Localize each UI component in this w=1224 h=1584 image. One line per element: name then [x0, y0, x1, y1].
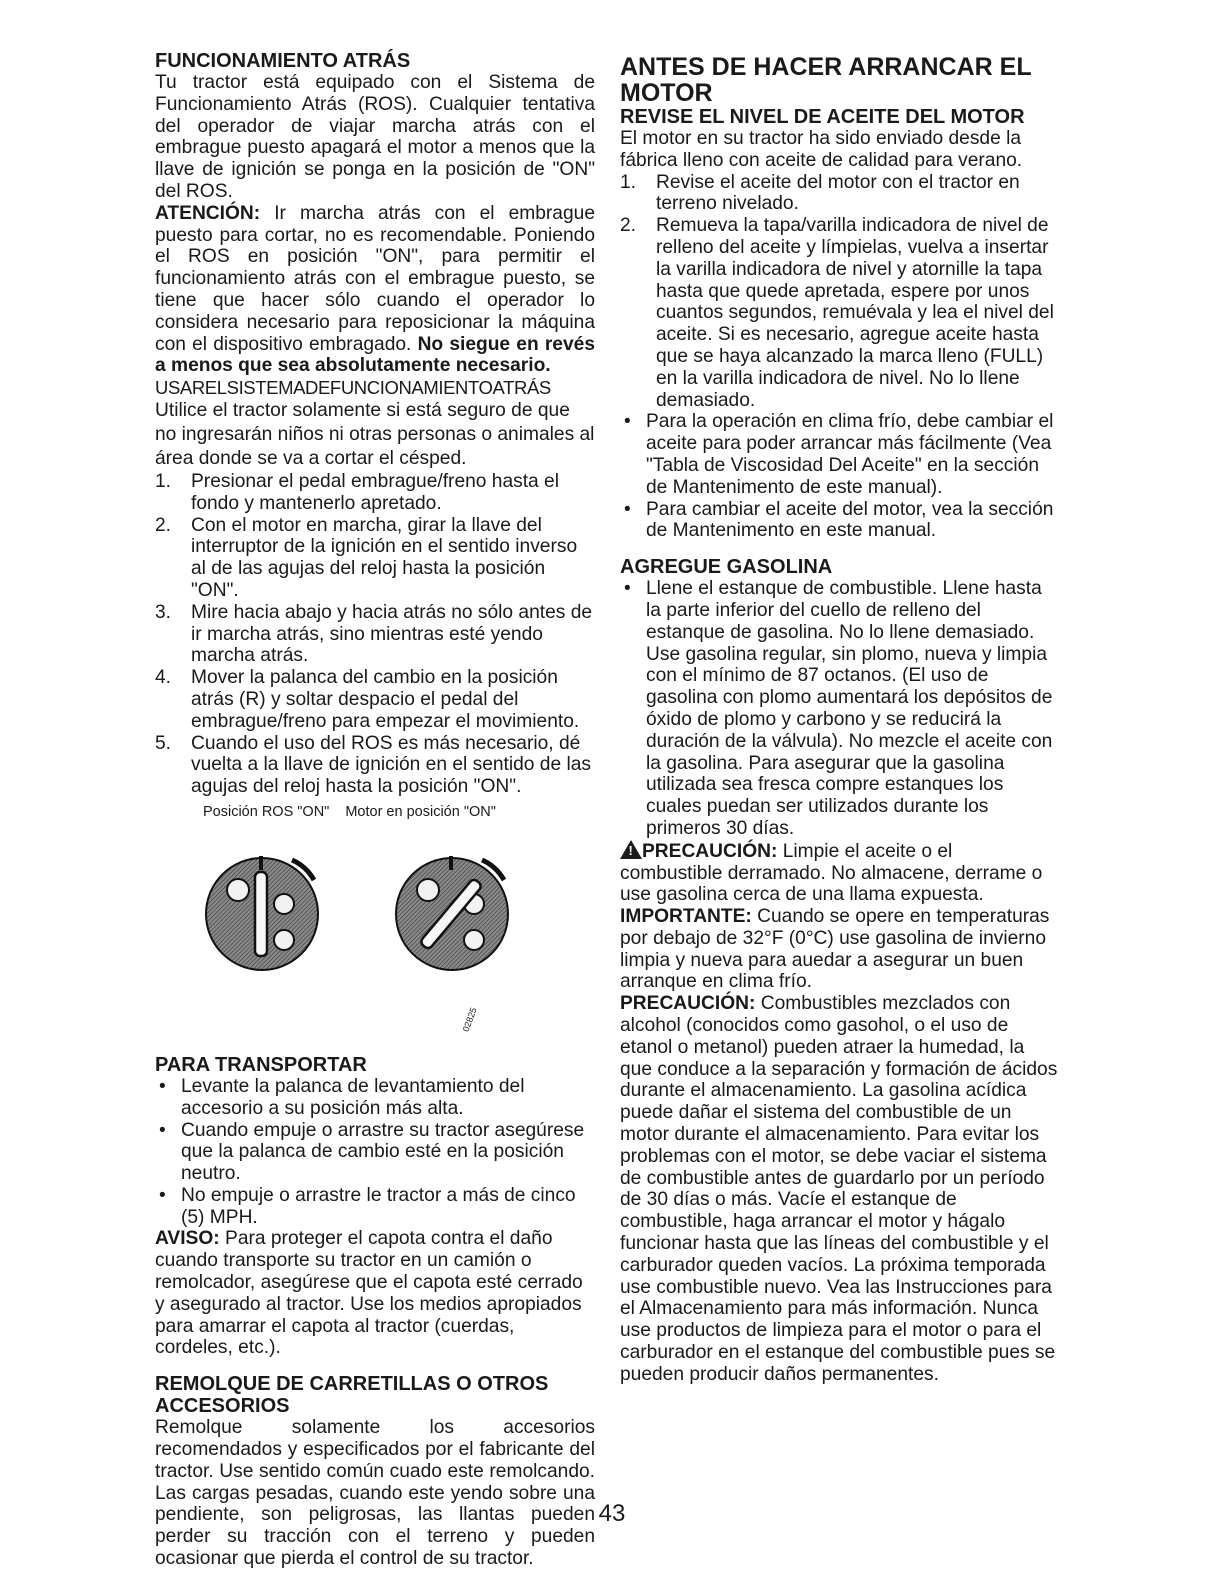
- list-item: • Cuando empuje o arrastre su tractor asegúrese que la palanca de cambio esté en la posición neutro.: [159, 1119, 585, 1185]
- ignition-switch-motor-icon: [390, 848, 515, 973]
- figure-label-motor: Motor en posición "ON": [345, 803, 496, 820]
- main-heading: ANTES DE HACER ARRANCAR EL MOTOR: [620, 53, 1032, 107]
- list-item: 1. Revise el aceite del motor con el tractor en terreno nivelado.: [620, 171, 1020, 215]
- notice-body: Para proteger el capota contra el daño cuando transporte su tractor en un camión o remolcador, asegúrese que el capota esté cerrado y asegurado al tractor. Use los medios apropiados para amarrar el capota al tractor (cuerdas, cordeles, etc.).: [155, 1228, 583, 1359]
- list-item: 5. Cuando el uso del ROS es más necesario, dé vuelta a la llave de ignición en el sentido de las agujas del reloj hasta la posición "ON".: [155, 732, 592, 798]
- transport-heading: PARA TRANSPORTAR: [155, 1053, 367, 1076]
- attention-paragraph: [155, 203, 595, 377]
- list-item: 2. Con el motor en marcha, girar la llave del interruptor de la ignición en el sentido inverso al de las agujas del reloj hasta la posición "ON".: [155, 514, 578, 601]
- list-item: 4. Mover la palanca del cambio en la posición atrás (R) y soltar despacio el pedal del embrague/freno para empezar el movimiento.: [155, 667, 580, 732]
- oil-bullets: [620, 411, 1060, 542]
- towing-heading: REMOLQUE DE CARRETILLAS O OTROS ACCESORIOS: [155, 1373, 549, 1418]
- notice-label: AVISO:: [155, 1228, 220, 1250]
- caution-paragraph-2: [620, 993, 1060, 1385]
- warning-triangle-icon: [620, 840, 642, 859]
- oil-intro: El motor en su tractor ha sido enviado desde la fábrica lleno con aceite de calidad para verano.: [620, 128, 1023, 171]
- important-body: Cuando se opere en temperaturas por debajo de 32°F (0°C) use gasolina de invierno limpia y nueva para auedar a asegurar un buen arranque en clima frío.: [620, 906, 1050, 993]
- list-item: • Para la operación en clima frío, debe cambiar el aceite para poder arrancar más fácilmente (Vea "Tabla de Viscosidad Del Aceite" en la sección de Mantenimento de este manual).: [624, 411, 1054, 498]
- figure-label-ros: Posición ROS "ON": [203, 803, 330, 820]
- fuel-heading: AGREGUE GASOLINA: [620, 556, 833, 579]
- page-number: 43: [598, 1500, 626, 1527]
- use-ros-heading: USARELSISTEMADEFUNCIONAMIENTOATRÁS: [155, 377, 551, 399]
- fuel-bullets: [620, 578, 1060, 840]
- caution1-label: PRECAUCIÓN:: [642, 840, 778, 862]
- oil-heading: REVISE EL NIVEL DE ACEITE DEL MOTOR: [620, 106, 1025, 128]
- use-ros-intro: Utilice el tractor solamente si está seguro de que no ingresarán niños ni otras personas o animales al área donde se va a cortar el césped.: [155, 399, 595, 469]
- attention-label: ATENCIÓN:: [155, 202, 261, 224]
- transport-bullets: [155, 1076, 595, 1229]
- ros-body: Tu tractor está equipado con el Sistema de Funcionamiento Atrás (ROS). Cualquier tentativa del operador de viajar marcha atrás con el embrague puesto apagará el motor a menos que la llave de ignición se ponga en la posición de "ON" del ROS.: [155, 72, 595, 202]
- notice-paragraph: [155, 1228, 595, 1359]
- caution2-body: Combustibles mezclados con alcohol (conocidos como gasohol, o el uso de etanol o metanol) pueden atraer la humedad, la que conduce a la separación y formación de ácidos durante el almacenamiento. La gasolina acídica puede dañar el sistema del combustible de un motor durante el almacenamiento. Para evitar los problemas con el motor, se debe vaciar el sistema de combustible antes de guardarlo por un período de 30 días o más. Vacíe el estanque de combustible, haga arrancar el motor y hágalo funcionar hasta que las líneas del combustible y el carburador queden vacíos. La próxima temporada use combustible nuevo. Vea las Instrucciones para el Almacenamiento para más información. Nunca use productos de limpieza para el motor o para el carburador en el estanque del combustible pues se pueden producir daños permanentes.: [620, 993, 1058, 1385]
- caution-paragraph-1: [620, 840, 1060, 906]
- list-item: • No empuje o arrastre le tractor a más de cinco (5) MPH.: [159, 1184, 576, 1228]
- right-column: [620, 54, 1060, 1386]
- ignition-switch-figure: [155, 804, 595, 1054]
- left-column: [155, 50, 595, 1570]
- list-item: • Llene el estanque de combustible. Llene hasta la parte inferior del cuello de relleno del estanque de gasolina. No lo llene demasiado. Use gasolina regular, sin plomo, nueva y limpia con el mínimo de 87 octanos. (El uso de gasolina con plomo aumentará los depósitos de óxido de plomo y carbono y se reducirá la duración de la válvula). No mezcle el aceite con la gasolina. Para asegurar que la gasolina utilizada sea fresca compre estanques los cuales puedan ser utilizados durante los primeros 30 días.: [624, 578, 1053, 839]
- figure-code: 02825: [460, 1006, 479, 1033]
- caution2-label: PRECAUCIÓN:: [620, 993, 756, 1015]
- ignition-switch-ros-icon: [200, 848, 325, 973]
- ros-heading: FUNCIONAMIENTO ATRÁS: [155, 50, 411, 72]
- list-item: 2. Remueva la tapa/varilla indicadora de nivel de relleno del aceite y límpielas, vuelva a insertar la varilla indicadora de nivel y atornille la tapa hasta que quede apretada, espere por unos cuantos segundos, remuévala y lea el nivel del aceite. Si es necesario, agregue aceite hasta que se haya alcanzado la marca lleno (FULL) en la varilla indicadora de nivel. No lo llene demasiado.: [620, 215, 1054, 411]
- important-paragraph: [620, 906, 1060, 993]
- attention-body: Ir marcha atrás con el embrague puesto para cortar, no es recomendable. Poniendo el ROS en posición "ON", para permitir el funcionamiento atrás con el embrague puesto, se tiene que hacer sólo cuando el operador lo considera necesario para reposicionar la máquina con el dispositivo embragado.: [155, 202, 595, 355]
- attention-bold: No siegue en revés a menos que sea absolutamente necesario.: [155, 333, 595, 377]
- oil-steps-list: [620, 172, 1060, 412]
- ros-steps-list: [155, 471, 595, 798]
- list-item: 3. Mire hacia abajo y hacia atrás no sólo antes de ir marcha atrás, sino mientras esté yendo marcha atrás.: [155, 601, 593, 667]
- important-label: IMPORTANTE:: [620, 906, 752, 928]
- list-item: • Para cambiar el aceite del motor, vea la sección de Mantenimento en este manual.: [624, 498, 1054, 542]
- list-item: 1. Presionar el pedal embrague/freno hasta el fondo y mantenerlo apretado.: [155, 470, 559, 514]
- list-item: • Levante la palanca de levantamiento del accesorio a su posición más alta.: [159, 1075, 525, 1119]
- towing-body: Remolque solamente los accesorios recomendados y especificados por el fabricante del tractor. Use sentido común cuado este remolcando. Las cargas pesadas, cuando este yendo sobre una pendiente, son peligrosas, las llantas pueden perder su tracción con el terreno y pueden ocasionar que pierda el control de su tractor.: [155, 1417, 595, 1570]
- caution1-body: Limpie el aceite o el combustible derramado. No almacene, derrame o use gasolina cerca de una llama expuesta.: [620, 840, 1043, 906]
